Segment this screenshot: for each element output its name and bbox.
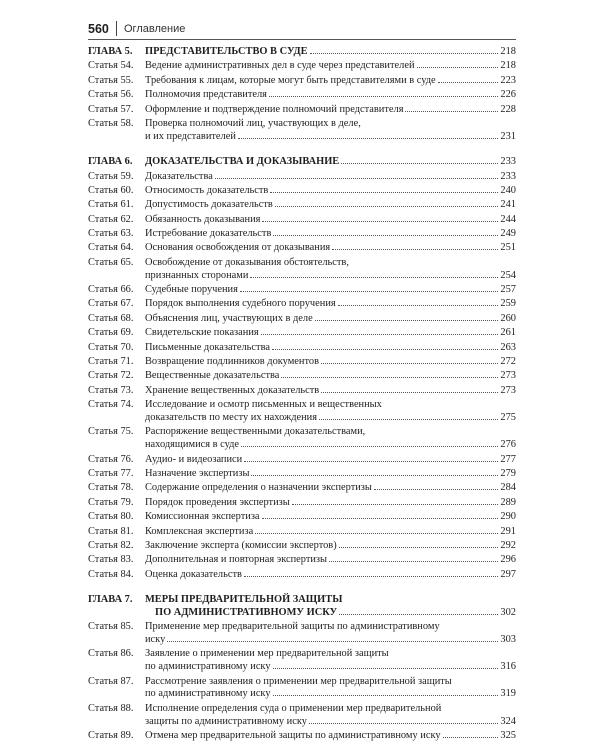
page-ref: 273: [500, 370, 516, 382]
entry-title: Дополнительная и повторная экспертизы: [145, 554, 328, 566]
page-ref: 257: [500, 284, 516, 296]
dot-leader: [273, 235, 498, 236]
entry-line: [145, 385, 516, 398]
page-ref: 218: [500, 46, 516, 57]
dot-leader: [374, 489, 499, 490]
page-ref: 296: [500, 554, 516, 566]
page-ref: 273: [500, 384, 516, 396]
article-label: Статья 71.: [88, 356, 134, 368]
entry-title: Объяснения лиц, участвующих в деле: [145, 312, 313, 324]
entry-line: [145, 257, 516, 270]
entry-body: [145, 60, 516, 73]
entry-title: Аудио- и видеозаписи: [145, 453, 243, 465]
entry-title: Назначение экспертизы: [145, 467, 250, 479]
page-ref: 228: [500, 103, 516, 115]
chapter-label: ГЛАВА 6.: [88, 156, 133, 168]
entry-body: [145, 426, 516, 452]
toc-article: [88, 426, 516, 452]
entry-line: [145, 356, 516, 369]
toc-article: [88, 468, 516, 481]
entry-title: и их представителей: [145, 130, 236, 142]
page-ref: 316: [500, 661, 516, 673]
toc-article: [88, 703, 516, 729]
dot-leader: [241, 446, 498, 447]
entry-title: Проверка полномочий лиц, участвующих в деле,: [145, 117, 361, 129]
article-label: Статья 67.: [88, 298, 134, 310]
article-label: Статья 58.: [88, 117, 134, 129]
entry-line: [145, 228, 516, 241]
page-ref: 319: [500, 688, 516, 700]
entry-body: [145, 242, 516, 255]
entry-body: [145, 676, 516, 702]
article-label: Статья 62.: [88, 213, 134, 225]
page-ref: 218: [500, 60, 516, 72]
entry-line: [145, 497, 516, 510]
entry-line: [145, 569, 516, 582]
entry-line: [145, 426, 516, 439]
entry-line: [145, 621, 516, 634]
page-ref: 233: [500, 156, 516, 168]
page-ref: 297: [500, 568, 516, 580]
entry-line: [145, 554, 516, 567]
entry-body: [145, 171, 516, 184]
entry-title: Заявление о применении мер предварительной защиты: [145, 648, 389, 660]
article-label: Статья 78.: [88, 482, 134, 494]
entry-line: [145, 327, 516, 340]
page-ref: 325: [500, 730, 516, 742]
page-ref: 223: [500, 74, 516, 86]
entry-body: [145, 511, 516, 524]
article-label: Статья 66.: [88, 284, 134, 296]
entry-body: [145, 454, 516, 467]
toc-article: [88, 104, 516, 117]
entry-line: [145, 439, 516, 452]
toc-article: [88, 482, 516, 495]
article-label: Статья 85.: [88, 621, 134, 633]
section-title: Оглавление: [124, 23, 186, 35]
entry-body: [145, 118, 516, 144]
entry-line: [145, 46, 516, 59]
entry-line: [145, 131, 516, 144]
page-ref: 241: [500, 199, 516, 211]
dot-leader: [262, 221, 498, 222]
entry-body: [145, 497, 516, 510]
article-label: Статья 64.: [88, 242, 134, 254]
entry-title: Отмена мер предварительной защиты по административному иску: [145, 730, 441, 742]
article-label: Статья 88.: [88, 702, 134, 714]
dot-leader: [319, 419, 498, 420]
toc-article: [88, 242, 516, 255]
page-ref: 263: [500, 341, 516, 353]
toc-article: [88, 370, 516, 383]
entry-title: доказательств по месту их нахождения: [145, 411, 318, 423]
dot-leader: [262, 518, 499, 519]
entry-line: [145, 482, 516, 495]
toc-article: [88, 89, 516, 102]
entry-line: [145, 454, 516, 467]
entry-line: [145, 511, 516, 524]
entry-title: Полномочия представителя: [145, 89, 267, 101]
entry-body: [145, 257, 516, 283]
article-label: Статья 76.: [88, 453, 134, 465]
entry-body: [145, 569, 516, 582]
dot-leader: [332, 249, 498, 250]
toc-article: [88, 569, 516, 582]
entry-title: Комплексная экспертиза: [145, 525, 254, 537]
entry-body: [145, 199, 516, 212]
toc-article: [88, 399, 516, 425]
toc-article: [88, 356, 516, 369]
toc-article: [88, 454, 516, 467]
dot-leader: [339, 614, 498, 615]
dot-leader: [417, 67, 499, 68]
entry-title: ПО АДМИНИСТРАТИВНОМУ ИСКУ: [155, 606, 338, 618]
entry-line: [145, 214, 516, 227]
toc-article: [88, 185, 516, 198]
entry-line: [145, 540, 516, 553]
entry-title: Применение мер предварительной защиты по административному: [145, 621, 440, 633]
article-label: Статья 82.: [88, 539, 134, 551]
entry-line: [145, 370, 516, 383]
dot-leader: [321, 363, 498, 364]
dot-leader: [261, 334, 499, 335]
article-label: Статья 65.: [88, 256, 134, 268]
toc-chapter: [88, 594, 516, 620]
toc-article: [88, 385, 516, 398]
article-label: Статья 70.: [88, 341, 134, 353]
page-ref: 277: [500, 453, 516, 465]
dot-leader: [292, 504, 499, 505]
entry-line: [145, 270, 516, 283]
entry-title: Исполнение определения суда о применении мер предварительной: [145, 702, 442, 714]
dot-leader: [338, 305, 499, 306]
entry-body: [145, 703, 516, 729]
entry-title: Истребование доказательств: [145, 228, 272, 240]
dot-leader: [273, 668, 499, 669]
entry-title: Относимость доказательств: [145, 184, 269, 196]
toc-article: [88, 342, 516, 355]
dot-leader: [438, 82, 499, 83]
entry-line: [145, 648, 516, 661]
toc-article: [88, 540, 516, 553]
article-label: Статья 63.: [88, 228, 134, 240]
entry-title: по административному иску: [145, 688, 271, 700]
article-label: Статья 84.: [88, 568, 134, 580]
page-ref: 284: [500, 482, 516, 494]
dot-leader: [329, 561, 498, 562]
entry-title: Допустимость доказательств: [145, 199, 273, 211]
entry-title: Ведение административных дел в суде через представителей: [145, 60, 415, 72]
toc-article: [88, 228, 516, 241]
running-header: [88, 20, 516, 38]
entry-line: [145, 412, 516, 425]
entry-body: [145, 540, 516, 553]
page-ref: 291: [500, 525, 516, 537]
article-label: Статья 79.: [88, 496, 134, 508]
toc-article: [88, 257, 516, 283]
entry-title: Порядок проведения экспертизы: [145, 496, 290, 508]
dot-leader: [275, 206, 499, 207]
article-label: Статья 55.: [88, 74, 134, 86]
entry-title: находящимися в суде: [145, 439, 240, 451]
entry-body: [145, 313, 516, 326]
toc-article: [88, 60, 516, 73]
header-separator: [116, 21, 117, 36]
page-ref: 261: [500, 327, 516, 339]
chapter-label: ГЛАВА 7.: [88, 594, 133, 606]
header-rule: [88, 39, 516, 40]
entry-line: [145, 716, 516, 729]
entry-line: [145, 118, 516, 131]
article-label: Статья 73.: [88, 384, 134, 396]
entry-line: [145, 634, 516, 647]
entry-body: [145, 526, 516, 539]
article-label: Статья 68.: [88, 312, 134, 324]
entry-title: Письменные доказательства: [145, 341, 270, 353]
toc-article: [88, 648, 516, 674]
dot-leader: [250, 277, 498, 278]
page-ref: 233: [500, 170, 516, 182]
article-label: Статья 81.: [88, 525, 134, 537]
dot-leader: [251, 475, 498, 476]
chapter-gap: [88, 145, 516, 152]
page-ref: 279: [500, 467, 516, 479]
entry-title: защиты по административному иску: [145, 715, 307, 727]
entry-body: [145, 89, 516, 102]
page-ref: 259: [500, 298, 516, 310]
entry-line: [145, 703, 516, 716]
entry-title: Комиссионная экспертиза: [145, 511, 260, 523]
entry-body: [145, 75, 516, 88]
article-label: Статья 69.: [88, 327, 134, 339]
entry-title: Исследование и осмотр письменных и вещественных: [145, 399, 382, 411]
entry-line: [145, 104, 516, 117]
page-ref: 260: [500, 312, 516, 324]
dot-leader: [255, 533, 498, 534]
entry-title: Вещественные доказательства: [145, 370, 280, 382]
entry-title: ДОКАЗАТЕЛЬСТВА И ДОКАЗЫВАНИЕ: [145, 156, 340, 168]
dot-leader: [238, 138, 499, 139]
entry-title: ПРЕДСТАВИТЕЛЬСТВО В СУДЕ: [145, 46, 308, 57]
article-label: Статья 60.: [88, 184, 134, 196]
entry-line: [145, 399, 516, 412]
entry-line: [145, 75, 516, 88]
entry-title: Заключение эксперта (комиссии экспертов): [145, 539, 337, 551]
page-ref: 289: [500, 496, 516, 508]
article-label: Статья 56.: [88, 89, 134, 101]
page-ref: 324: [500, 715, 516, 727]
entry-title: Порядок выполнения судебного поручения: [145, 298, 336, 310]
table-of-contents: [88, 46, 516, 744]
dot-leader: [281, 377, 498, 378]
article-label: Статья 87.: [88, 675, 134, 687]
entry-line: [145, 199, 516, 212]
page-ref: 275: [500, 411, 516, 423]
toc-article: [88, 676, 516, 702]
entry-line: [145, 607, 516, 620]
dot-leader: [240, 291, 499, 292]
page-number: 560: [88, 22, 109, 36]
entry-body: [145, 104, 516, 117]
article-label: Статья 61.: [88, 199, 134, 211]
toc-article: [88, 298, 516, 311]
toc-article: [88, 313, 516, 326]
toc-chapter: [88, 46, 516, 59]
dot-leader: [269, 96, 498, 97]
entry-title: Обязанность доказывания: [145, 213, 261, 225]
entry-line: [145, 185, 516, 198]
dot-leader: [339, 547, 499, 548]
toc-article: [88, 171, 516, 184]
entry-body: [145, 385, 516, 398]
entry-body: [145, 356, 516, 369]
entry-line: [145, 171, 516, 184]
entry-title: Распоряжение вещественными доказательствами,: [145, 426, 366, 438]
entry-body: [145, 482, 516, 495]
entry-title: признанных сторонами: [145, 269, 249, 281]
entry-line: [145, 730, 516, 743]
entry-line: [145, 468, 516, 481]
entry-title: МЕРЫ ПРЕДВАРИТЕЛЬНОЙ ЗАЩИТЫ: [145, 594, 343, 606]
entry-title: Оформление и подтверждение полномочий представителя: [145, 103, 404, 115]
entry-body: [145, 284, 516, 297]
toc-article: [88, 327, 516, 340]
page-ref: 272: [500, 356, 516, 368]
toc-article: [88, 497, 516, 510]
dot-leader: [167, 641, 498, 642]
toc-article: [88, 526, 516, 539]
entry-line: [145, 313, 516, 326]
article-label: Статья 72.: [88, 370, 134, 382]
toc-article: [88, 554, 516, 567]
page-ref: 251: [500, 242, 516, 254]
entry-body: [145, 327, 516, 340]
dot-leader: [273, 695, 499, 696]
article-label: Статья 83.: [88, 554, 134, 566]
page-ref: 244: [500, 213, 516, 225]
entry-body: [145, 185, 516, 198]
chapter-label: ГЛАВА 5.: [88, 46, 133, 57]
toc-chapter: [88, 156, 516, 169]
entry-line: [145, 688, 516, 701]
entry-title: Содержание определения о назначении экспертизы: [145, 482, 372, 494]
dot-leader: [244, 576, 499, 577]
toc-article: [88, 199, 516, 212]
entry-title: иску: [145, 634, 166, 646]
entry-title: Доказательства: [145, 170, 213, 182]
toc-article: [88, 75, 516, 88]
entry-body: [145, 594, 516, 620]
entry-title: Рассмотрение заявления о применении мер предварительной защиты: [145, 675, 452, 687]
dot-leader: [244, 461, 498, 462]
chapter-gap: [88, 583, 516, 590]
page-ref: 240: [500, 184, 516, 196]
entry-title: Оценка доказательств: [145, 568, 242, 580]
page-ref: 276: [500, 439, 516, 451]
toc-article: [88, 511, 516, 524]
entry-title: Основания освобождения от доказывания: [145, 242, 331, 254]
article-label: Статья 74.: [88, 399, 134, 411]
dot-leader: [341, 163, 498, 164]
article-label: Статья 86.: [88, 648, 134, 660]
dot-leader: [309, 723, 498, 724]
dot-leader: [315, 320, 499, 321]
dot-leader: [215, 178, 499, 179]
entry-line: [145, 156, 516, 169]
entry-title: Освобождение от доказывания обстоятельств,: [145, 256, 349, 268]
entry-line: [145, 242, 516, 255]
entry-body: [145, 342, 516, 355]
entry-body: [145, 228, 516, 241]
page-ref: 249: [500, 228, 516, 240]
entry-body: [145, 156, 516, 169]
page-ref: 303: [500, 634, 516, 646]
page-ref: 302: [500, 606, 516, 618]
dot-leader: [272, 349, 498, 350]
entry-line: [145, 89, 516, 102]
entry-body: [145, 399, 516, 425]
entry-title: Требования к лицам, которые могут быть представителями в суде: [145, 74, 436, 86]
page-ref: 254: [500, 269, 516, 281]
entry-body: [145, 468, 516, 481]
entry-title: Возвращение подлинников документов: [145, 356, 319, 368]
toc-article: [88, 730, 516, 743]
page-ref: 226: [500, 89, 516, 101]
dot-leader: [270, 192, 498, 193]
entry-line: [145, 526, 516, 539]
dot-leader: [443, 737, 499, 738]
entry-body: [145, 648, 516, 674]
entry-body: [145, 730, 516, 743]
toc-article: [88, 118, 516, 144]
article-label: Статья 75.: [88, 426, 134, 438]
page-ref: 292: [500, 539, 516, 551]
entry-title: Свидетельские показания: [145, 327, 259, 339]
page-ref: 290: [500, 511, 516, 523]
dot-leader: [405, 111, 498, 112]
entry-body: [145, 214, 516, 227]
entry-line: [145, 60, 516, 73]
entry-line: [145, 284, 516, 297]
article-label: Статья 59.: [88, 170, 134, 182]
entry-body: [145, 298, 516, 311]
entry-line: [145, 298, 516, 311]
entry-body: [145, 46, 516, 59]
article-label: Статья 77.: [88, 467, 134, 479]
article-label: Статья 54.: [88, 60, 134, 72]
article-label: Статья 80.: [88, 511, 134, 523]
toc-article: [88, 621, 516, 647]
article-label: Статья 89.: [88, 730, 134, 742]
entry-title: по административному иску: [145, 661, 271, 673]
toc-article: [88, 214, 516, 227]
dot-leader: [321, 392, 498, 393]
entry-body: [145, 621, 516, 647]
toc-article: [88, 284, 516, 297]
article-label: Статья 57.: [88, 103, 134, 115]
entry-line: [145, 594, 516, 607]
entry-body: [145, 370, 516, 383]
entry-line: [145, 661, 516, 674]
entry-line: [145, 342, 516, 355]
entry-line: [145, 676, 516, 689]
entry-body: [145, 554, 516, 567]
dot-leader: [310, 53, 499, 54]
page-ref: 231: [500, 130, 516, 142]
entry-title: Хранение вещественных доказательств: [145, 384, 320, 396]
entry-title: Судебные поручения: [145, 284, 238, 296]
